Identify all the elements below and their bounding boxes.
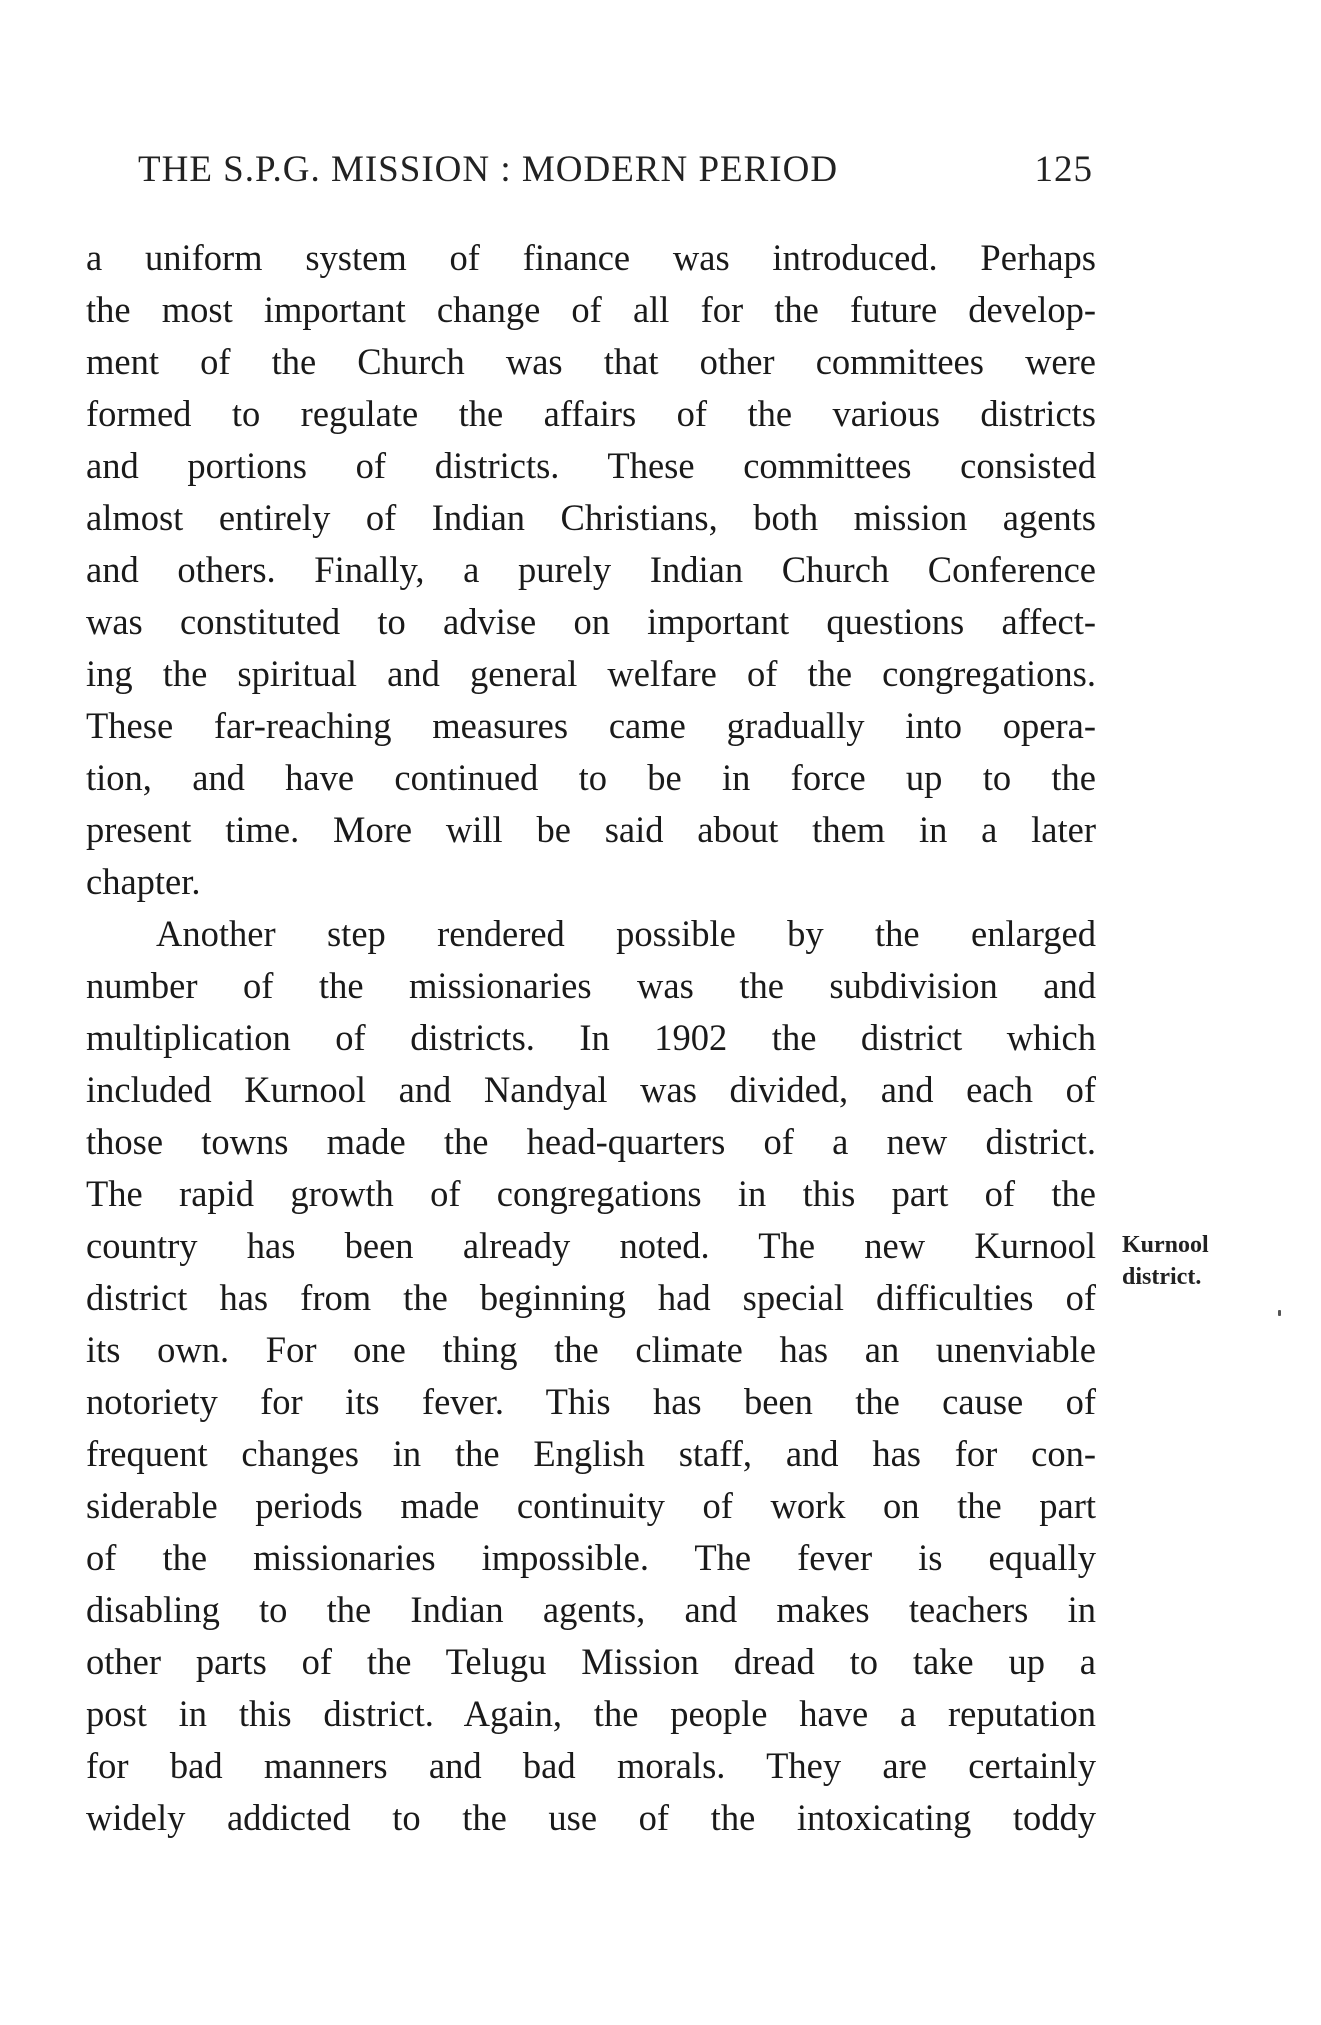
text-line: for bad manners and bad morals. They are certainly: [86, 1745, 1096, 1786]
scan-speck: [1278, 1310, 1281, 1316]
text-line: was constituted to advise on important questions affect-: [86, 601, 1096, 642]
text-line: ment of the Church was that other committees were: [86, 341, 1096, 382]
text-line: included Kurnool and Nandyal was divided, and each of: [86, 1069, 1096, 1110]
text-line: district has from the beginning had special difficulties of: [86, 1277, 1096, 1318]
text-line: present time. More will be said about them in a later: [86, 809, 1096, 850]
margin-note-line: district.: [1122, 1264, 1202, 1290]
text-line: of the missionaries impossible. The fever is equally: [86, 1537, 1096, 1578]
text-line: The rapid growth of congregations in this part of the: [86, 1173, 1096, 1214]
text-line: disabling to the Indian agents, and makes teachers in: [86, 1589, 1096, 1630]
text-line: ing the spiritual and general welfare of the congregations.: [86, 653, 1096, 694]
text-line: almost entirely of Indian Christians, both mission agents: [86, 497, 1096, 538]
running-header: [138, 148, 1093, 192]
text-line: notoriety for its fever. This has been the cause of: [86, 1381, 1096, 1422]
body-text: [86, 232, 1096, 1844]
paragraph-first-line: Another step rendered possible by the enlarged: [156, 913, 1096, 954]
text-line: those towns made the head-quarters of a new district.: [86, 1121, 1096, 1162]
paragraph-end-line: chapter.: [86, 861, 201, 902]
margin-note: [1122, 1229, 1252, 1293]
text-line: multiplication of districts. In 1902 the district which: [86, 1017, 1096, 1058]
text-line: number of the missionaries was the subdivision and: [86, 965, 1096, 1006]
text-line: other parts of the Telugu Mission dread to take up a: [86, 1641, 1096, 1682]
text-line: and others. Finally, a purely Indian Church Conference: [86, 549, 1096, 590]
text-line: a uniform system of finance was introduced. Perhaps: [86, 237, 1096, 278]
text-line: frequent changes in the English staff, and has for con-: [86, 1433, 1096, 1474]
text-line: widely addicted to the use of the intoxicating toddy: [86, 1797, 1096, 1838]
page-number: 125: [1034, 149, 1093, 190]
text-line: country has been already noted. The new Kurnool: [86, 1225, 1096, 1266]
margin-note-line: Kurnool: [1122, 1232, 1209, 1258]
text-line: the most important change of all for the future develop-: [86, 289, 1096, 330]
text-line: and portions of districts. These committees consisted: [86, 445, 1096, 486]
text-line: formed to regulate the affairs of the various districts: [86, 393, 1096, 434]
text-line: siderable periods made continuity of work on the part: [86, 1485, 1096, 1526]
text-line: its own. For one thing the climate has an unenviable: [86, 1329, 1096, 1370]
text-line: post in this district. Again, the people have a reputation: [86, 1693, 1096, 1734]
text-line: tion, and have continued to be in force up to the: [86, 757, 1096, 798]
running-title: THE S.P.G. MISSION : MODERN PERIOD: [138, 149, 839, 190]
text-line: These far-reaching measures came gradually into opera-: [86, 705, 1096, 746]
